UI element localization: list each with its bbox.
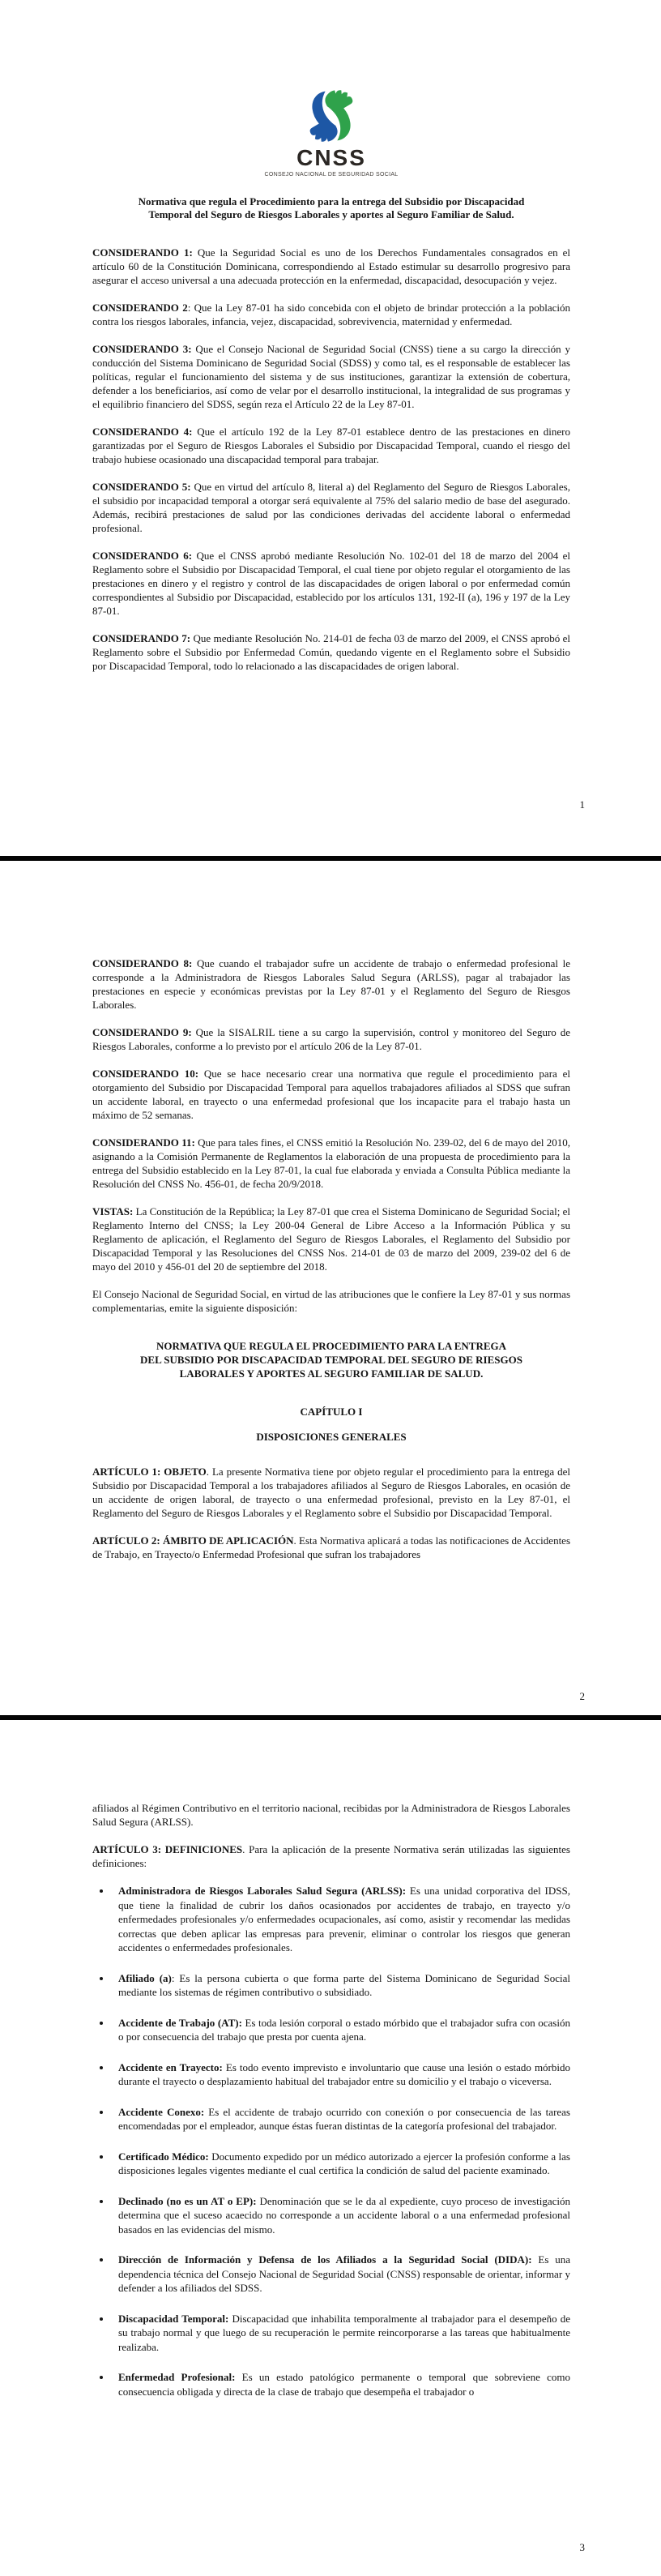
considerando-8-label: CONSIDERANDO 8: (92, 957, 193, 969)
considerando-6-text: Que el CNSS aprobó mediante Resolución No. 102-01 del 18 de marzo del 2004 el Reglamento sobre el Subsidio por Discapacidad Temporal, el cual tiene por objeto regular el otorgamiento de las prestaciones en dinero y el registro y control de las discapacidades de origen laboral o por enfermedad común correspondientes al Subsidio por Discapacidad, establecido por los artículos 131, 192-II (a), 196 y 197 de la Ley 87-01. (92, 550, 570, 617)
considerando-10-label: CONSIDERANDO 10: (92, 1068, 199, 1080)
considerando-9-text: Que la SISALRIL tiene a su cargo la supervisión, control y monitoreo del Seguro de Riesgos Laborales, conforme a lo previsto por el artículo 206 de la Ley 87-01. (92, 1026, 571, 1052)
considerando-9-label: CONSIDERANDO 9: (92, 1026, 192, 1038)
document-page-3 (0, 1720, 661, 2576)
vistas-label: VISTAS: (92, 1205, 134, 1217)
articulo-2 (92, 1534, 570, 1561)
considerando-5-text: Que en virtud del artículo 8, literal a) del Reglamento del Seguro de Riesgos Laborales, el subsidio por incapacidad temporal a otorgar será equivalente al 75% del salario medio de base del asegurado. Además, recibirá prestaciones de salud por las condiciones derivadas del accidente laboral o enfermedad profesional. (92, 481, 570, 534)
cnss-logo-acronym: CNSS (296, 145, 366, 170)
definition-arlss (112, 1884, 570, 1955)
considerando-4-label: CONSIDERANDO 4: (92, 426, 193, 438)
definition-enfermedad-profesional-term: Enfermedad Profesional: (118, 2371, 236, 2383)
consejo-paragraph: El Consejo Nacional de Seguridad Social, en virtud de las atribuciones que le confiere la Ley 87-01 y sus normas complementarias, emite la siguiente disposición: (92, 1288, 570, 1314)
considerando-10 (92, 1067, 570, 1122)
normativa-heading-line-3: LABORALES Y APORTES AL SEGURO FAMILIAR DE SALUD. (179, 1367, 484, 1380)
cnss-logo (92, 86, 570, 178)
definition-accidente-trayecto-term: Accidente en Trayecto: (118, 2060, 223, 2073)
document-page-2 (0, 861, 661, 1715)
considerando-1-text: Que la Seguridad Social es uno de los Derechos Fundamentales consagrados en el artículo 60 de la Constitución Dominicana, correspondiendo al Estado estimular su desarrollo progresivo para asegurar el acceso universal a una adecuada protección en la enfermedad, discapacidad, desocupación y vejez. (92, 246, 571, 286)
considerando-8-text: Que cuando el trabajador sufre un accidente de trabajo o enfermedad profesional le corresponde a la Administradora de Riesgos Laborales Salud Segura (ARLSS), pagar al trabajador las prestaciones en especie y económicas previstas por la Ley 87-01 y el Reglamento del Seguro de Riesgos Laborales. (92, 957, 570, 1011)
considerando-2 (92, 301, 570, 328)
considerando-3-label: CONSIDERANDO 3: (92, 343, 192, 355)
page-number-1: 1 (579, 798, 585, 811)
vistas-text: La Constitución de la República; la Ley 87-01 que crea el Sistema Dominicano de Seguridad Social; el Reglamento Interno del CNSS; la Ley 200-04 General de Libre Acceso a la Información Pública y su Reglamento de aplicación, el Reglamento del Seguro de Riesgos Laborales, el Reglamento del Subsidio por Discapacidad Temporal y las Resoluciones del CNSS Nos. 214-01 de 03 de marzo del 2009, 239-02 del 6 de mayo del 2010 y 456-01 del 20 de septiembre del 2018. (92, 1205, 570, 1273)
definition-discapacidad-temporal-text: Discapacidad que inhabilita temporalmente al trabajador para el desempeño de su trabajo normal y que luego de su recuperación le permite reincorporarse a las tareas que habitualmente realizaba. (118, 2312, 570, 2353)
considerando-8 (92, 956, 570, 1012)
definition-dida-text: Es una dependencia técnica del Consejo Nacional de Seguridad Social (CNSS) responsable de orientar, informar y defender a los afiliados del SDSS. (118, 2253, 570, 2294)
considerando-11-label: CONSIDERANDO 11: (92, 1136, 195, 1149)
continuation-paragraph: afiliados al Régimen Contributivo en el territorio nacional, recibidas por la Administradora de Riesgos Laborales Salud Segura (ARLSS). (92, 1802, 570, 1828)
definition-arlss-text: Es una unidad corporativa del IDSS, que tiene la finalidad de cubrir los daños ocasionados por accidentes de trabajo, en trayecto y/o enfermedades profesionales y/o enfermedades ocupacionales, así como, asistir y recomendar las medidas correctas que deben aplicar las empresas para prevenir, eliminar o controlar los riesgos que generan accidentes o enfermedades profesionales. (118, 1885, 570, 1953)
articulo-1-text: . La presente Normativa tiene por objeto regular el procedimiento para la entrega del Subsidio por Discapacidad Temporal a los trabajadores afiliados al Seguro de Riesgos Laborales, en ocasión de un accidente de origen laboral, de trayecto o una enfermedad profesional, previsto en la Ley 87-01, el Reglamento del Seguro de Riesgos Laborales y el Reglamento sobre el Subsidio por Discapacidad Temporal. (92, 1466, 570, 1519)
articulo-1-label: ARTÍCULO 1: OBJETO (92, 1466, 207, 1478)
cnss-logo-subtitle: CONSEJO NACIONAL DE SEGURIDAD SOCIAL (264, 172, 399, 178)
page-number-3: 3 (579, 2541, 585, 2553)
considerando-4-text: Que el artículo 192 de la Ley 87-01 establece dentro de las prestaciones en dinero garantizadas por el Seguro de Riesgos Laborales el Subsidio por Discapacidad Temporal, cuando el riesgo del trabajo hubiese ocasionado una discapacidad temporal para trabajar. (92, 426, 570, 465)
definition-accidente-trabajo-text: Es toda lesión corporal o estado mórbido que el trabajador sufra con ocasión o por consecuencia del trabajo que presta por cuenta ajena. (118, 2016, 570, 2043)
considerando-11 (92, 1136, 570, 1191)
considerando-10-text: Que se hace necesario crear una normativa que regule el procedimiento para el otorgamiento del Subsidio por Discapacidad Temporal para aquellos trabajadores afiliados al SDSS que sufran un accidente laboral, en trayecto o una enfermedad profesional que los incapacite para el trabajo hasta un máximo de 52 semanas. (92, 1068, 571, 1121)
considerando-5-label: CONSIDERANDO 5: (92, 481, 191, 493)
definition-afiliado-text: : Es la persona cubierta o que forma parte del Sistema Dominicano de Seguridad Social mediante los sistemas de régimen contributivo o subsidiado. (118, 1971, 570, 1998)
definition-enfermedad-profesional-text: Es un estado patológico permanente o temporal que sobreviene como consecuencia obligada y directa de la clase de trabajo que desempeña el trabajador o (118, 2371, 570, 2398)
document-title-line-1: Normativa que regula el Procedimiento para la entrega del Subsidio por Discapacidad (138, 195, 525, 208)
definition-discapacidad-temporal (112, 2312, 570, 2355)
definition-accidente-trayecto-text: Es todo evento imprevisto e involuntario que cause una lesión o estado mórbido durante el trayecto o desplazamiento habitual del trabajador entre su domicilio y el trabajo o viceversa. (118, 2060, 571, 2087)
document-page-1 (0, 0, 661, 856)
articulo-3 (92, 1842, 570, 1870)
document-title-line-2: Temporal del Seguro de Riesgos Laborales y aportes al Seguro Familiar de Salud. (148, 208, 514, 220)
definition-declinado-text: Denominación que se le da al expediente, cuyo proceso de investigación determina que el suceso acaecido no corresponde a un accidente laboral o a una enfermedad profesional basados en las evidencias del mismo. (118, 2194, 570, 2236)
considerando-1-label: CONSIDERANDO 1: (92, 246, 193, 259)
articulo-3-label: ARTÍCULO 3: DEFINICIONES (92, 1843, 243, 1855)
vistas-paragraph (92, 1205, 570, 1273)
definition-certificado-medico-text: Documento expedido por un médico autorizado a ejercer la profesión conforme a las disposiciones legales vigentes mediante el cual certifica la condición de salud del paciente examinado. (118, 2150, 570, 2176)
considerando-9 (92, 1025, 570, 1053)
considerando-2-text: : Que la Ley 87-01 ha sido concebida con el objeto de brindar protección a la población contra los riesgos laborales, infancia, vejez, discapacidad, sobrevivencia, maternidad y enfermedad. (92, 302, 570, 327)
definition-dida (112, 2253, 570, 2296)
definition-arlss-term: Administradora de Riesgos Laborales Salud Segura (ARLSS): (118, 1885, 407, 1897)
considerando-5 (92, 480, 570, 535)
definition-declinado-term: Declinado (no es un AT o EP): (118, 2194, 257, 2207)
definition-declinado (112, 2194, 570, 2237)
articulo-1 (92, 1465, 570, 1520)
definition-accidente-conexo-term: Accidente Conexo: (118, 2105, 205, 2118)
cnss-hands-icon (297, 86, 365, 146)
page-number-2: 2 (579, 1690, 585, 1702)
chapter-subheading: DISPOSICIONES GENERALES (256, 1431, 407, 1443)
definition-afiliado-term: Afiliado (a) (118, 1971, 172, 1984)
considerando-1 (92, 246, 570, 287)
considerando-4 (92, 425, 570, 466)
considerando-3-text: Que el Consejo Nacional de Seguridad Social (CNSS) tiene a su cargo la dirección y conducción del Sistema Dominicano de Seguridad Social (SDSS) y como tal, es el responsable de establecer las políticas, regular el funcionamiento del sistema y de sus instituciones, garantizar la extensión de cobertura, defender a los beneficiarios, así como de velar por el desarrollo institucional, la integralidad de sus programas y el equilibrio financiero del SDSS, según reza el Artículo 22 de la Ley 87-01. (92, 343, 570, 410)
considerando-3 (92, 342, 570, 411)
considerando-7-label: CONSIDERANDO 7: (92, 632, 191, 644)
definition-accidente-trayecto (112, 2060, 570, 2089)
definitions-list (92, 1884, 570, 2398)
considerando-2-label: CONSIDERANDO 2 (92, 302, 188, 314)
normativa-heading (92, 1339, 570, 1380)
normativa-heading-line-2: DEL SUBSIDIO POR DISCAPACIDAD TEMPORAL DEL SEGURO DE RIESGOS (140, 1354, 522, 1366)
definition-accidente-conexo (112, 2105, 570, 2133)
definition-discapacidad-temporal-term: Discapacidad Temporal: (118, 2312, 229, 2325)
definition-dida-term: Dirección de Información y Defensa de los Afiliados a la Seguridad Social (DIDA): (118, 2253, 532, 2266)
considerando-6 (92, 549, 570, 618)
document-title (94, 195, 569, 221)
definition-enfermedad-profesional (112, 2370, 570, 2398)
definition-afiliado (112, 1971, 570, 2000)
chapter-heading: CAPÍTULO I (300, 1406, 363, 1418)
considerando-6-label: CONSIDERANDO 6: (92, 550, 193, 562)
definition-certificado-medico (112, 2150, 570, 2178)
considerando-11-text: Que para tales fines, el CNSS emitió la Resolución No. 239-02, del 6 de mayo del 2010, asignando a la Comisión Permanente de Reglamentos la elaboración de una propuesta de procedimiento para la entrega del Subsidio establecido en la Ley 87-01, la cual fue elaborada y enviada a Consulta Pública mediante la Resolución del CNSS No. 456-01, de fecha 20/9/2018. (92, 1136, 571, 1190)
considerando-7-text: Que mediante Resolución No. 214-01 de fecha 03 de marzo del 2009, el CNSS aprobó el Reglamento sobre el Subsidio por Enfermedad Común, quedando vigente en el Reglamento sobre el Subsidio por Discapacidad Temporal, todo lo relacionado a las discapacidades de origen laboral. (92, 632, 570, 672)
articulo-2-text: . Esta Normativa aplicará a todas las notificaciones de Accidentes de Trabajo, en Trayecto/o Enfermedad Profesional que sufran los trabajadores (92, 1534, 571, 1560)
considerando-7 (92, 631, 570, 673)
definition-accidente-conexo-text: Es el accidente de trabajo ocurrido con conexión o por consecuencia de las tareas encomendadas por el empleador, aunque éstas fueran distintas de la categoría profesional del trabajador. (118, 2105, 570, 2132)
definition-accidente-trabajo-term: Accidente de Trabajo (AT): (118, 2016, 242, 2029)
articulo-3-text: . Para la aplicación de la presente Normativa serán utilizadas las siguientes definiciones: (92, 1843, 570, 1869)
definition-accidente-trabajo (112, 2016, 570, 2044)
normativa-heading-line-1: NORMATIVA QUE REGULA EL PROCEDIMIENTO PARA LA ENTREGA (156, 1340, 507, 1352)
articulo-2-label: ARTÍCULO 2: ÁMBITO DE APLICACIÓN (92, 1534, 294, 1547)
definition-certificado-medico-term: Certificado Médico: (118, 2150, 209, 2163)
